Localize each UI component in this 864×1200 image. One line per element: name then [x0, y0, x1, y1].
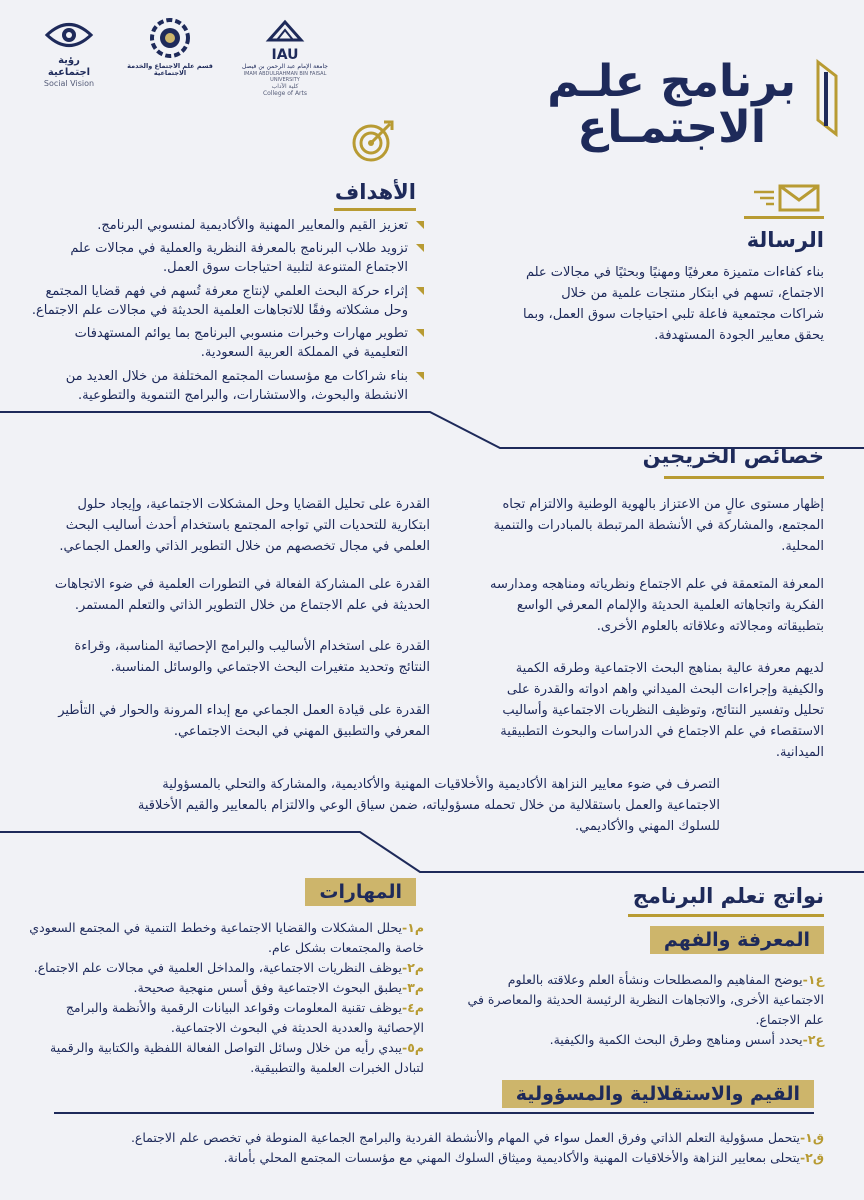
- graduates-heading: خصائص الخريجين: [642, 444, 824, 468]
- bracket-icon: [816, 58, 838, 138]
- iau-name-ar: جامعة الإمام عبد الرحمن بن فيصل: [242, 63, 328, 71]
- page-title-line1: برنامج علـم: [547, 56, 796, 107]
- social-vision-logo: [36, 18, 102, 88]
- graduate-trait-right: إظهار مستوى عالٍ من الاعتزاز بالهوية الوطنية والالتزام تجاه المجتمع، والمشاركة في الأنشطة المرتبطة بالمبادرات والتنمية المحلية.: [493, 497, 824, 555]
- graduate-trait-left: القدرة على قيادة العمل الجماعي مع إبداء المرونة والحوار في التأطير المعرفي والتطبيق المهني في البحث الاجتماعي.: [58, 703, 430, 740]
- knowledge-heading: المعرفة والفهم: [650, 926, 824, 954]
- iau-emblem-icon: [265, 18, 305, 44]
- message-text: بناء كفاءات متميزة معرفيًا ومهنيًا وبحثيًا في مجالات علم الاجتماع، تسهم في ابتكار منتجات علمية من خلال شراكات مجتمعية فاعلة تلبي احتياجات سوق العمل، وبما يحقق معايير الجودة المستهدفة.: [523, 265, 824, 344]
- department-emblem-icon: [148, 16, 192, 60]
- value-item: ق١-يتحمل مسؤولية التعلم الذاتي وفرق العمل سواء في المهام والأنشطة الفردية والبرامج الجماعية المنوطة في تخصص علم الاجتماع.: [130, 1130, 824, 1145]
- department-logo: [122, 16, 218, 78]
- graduate-trait-left: القدرة على استخدام الأساليب والبرامج الإحصائية المناسبة، وقراءة النتائج وتحديد متغيرات البحث الاجتماعي والوسائل المناسبة.: [74, 639, 430, 676]
- skills-heading: المهارات: [305, 878, 416, 906]
- graduate-trait-left: القدرة على المشاركة الفعالة في التطورات العلمية في ضوء الاتجاهات الحديثة في علم الاجتماع من خلال التطوير الذاتي والتعلم المستمر.: [54, 577, 430, 614]
- knowledge-list: [454, 970, 824, 1050]
- graduate-trait-right: المعرفة المتعمقة في علم الاجتماع ونظرياته ومناهجه ومدارسه الفكرية واتجاهاته العلمية الحديثة والإلمام المعرفي الواسع بتطبيقاته ومجالاته وعلاقاته بالعلوم الأخرى.: [489, 577, 824, 635]
- goal-item: بناء شراكات مع مؤسسات المجتمع المختلفة من خلال العديد من الانشطة والبحوث، والاستشارات، والبرامج التنموية والتطوعية.: [28, 367, 426, 405]
- values-heading-line: [54, 1112, 814, 1114]
- vision-name-ar: رؤية اجتماعية: [47, 54, 91, 78]
- message-heading: الرسالة: [746, 228, 824, 252]
- goal-item: تطوير مهارات وخبرات منسوبي البرنامج بما يوائم المستهدفات التعليمية في المملكة العربية السعودية.: [28, 324, 426, 362]
- divider-diagonal-2: [0, 822, 864, 882]
- graduate-trait-bottom: التصرف في ضوء معايير النزاهة الأكاديمية والأخلاقيات المهنية والأكاديمية، والمشاركة والتحلي بالمسؤولية الاجتماعية والعمل باستقلالية من خلال تحمله مسؤولياته، ضمن سياق الوعي والالتزام بالمعايير والقيم الأخلاقية للسلوك المهني والأكاديمي.: [137, 777, 720, 835]
- skill-item: م١-يحلل المشكلات والقضايا الاجتماعية وخطط التنمية في المجتمع السعودي خاصة والمجتمعات بشكل عام.: [29, 920, 424, 955]
- department-name: قسم علم الاجتماع والخدمة الاجتماعية: [127, 61, 213, 78]
- goals-target-icon: [350, 118, 396, 168]
- knowledge-item: ع٢-يحدد أسس ومناهج وطرق البحث الكمية والكيفية.: [549, 1032, 824, 1047]
- envelope-icon: [750, 182, 824, 216]
- vision-name-en: Social Vision: [43, 78, 95, 88]
- goals-heading: الأهداف: [334, 180, 416, 204]
- skill-item: م٢-يوظف النظريات الاجتماعية، والمداخل العلمية في مجالات علم الاجتماع.: [33, 960, 424, 975]
- goal-item: تزويد طلاب البرنامج بالمعرفة النظرية والعملية في مجالات علم الاجتماع المتنوعة لتلبية احتياجات سوق العمل.: [28, 239, 426, 277]
- iau-logo: [240, 18, 330, 97]
- outcomes-heading: نواتج تعلم البرنامج: [632, 884, 824, 908]
- iau-college-en: College of Arts: [262, 89, 308, 97]
- graduate-trait-right: لديهم معرفة عالية بمناهج البحث الاجتماعية وطرقه الكمية والكيفية وإجراءات البحث الميداني واهم ادواته والقدرة على تحليل وتفسير النتائج، وتوظيف النظريات الاجتماعية وأساليب الاستقصاء في علم الاجتماع في الدراسات والبحوث التطبيقية الميدانية.: [500, 661, 824, 761]
- title-bracket: [816, 58, 838, 138]
- value-item: ق٢-يتحلى بمعايير النزاهة والأخلاقيات المهنية والأكاديمية وميثاق السلوك المهني مع مؤسسات المجتمع المحلي بأمانة.: [223, 1150, 824, 1165]
- skill-item: م٥-يبدي رأيه من خلال وسائل التواصل الفعالة اللفظية والكتابية والرقمية لتبادل الخبرات العلمية والتطبيقية.: [50, 1040, 424, 1075]
- goals-list: [28, 216, 426, 409]
- eye-icon: [44, 18, 94, 52]
- iau-abbr: IAU: [271, 46, 299, 63]
- goals-heading-underline: [334, 208, 416, 211]
- skill-item: م٣-يطبق البحوث الاجتماعية وفق أسس منهجية صحيحة.: [133, 980, 424, 995]
- page-title-line2: الاجتمـاع: [577, 102, 766, 153]
- skill-item: م٤-يوظف تقنية المعلومات وقواعد البيانات الرقمية والأنظمة والبرامج الإحصائية والعددية الحديثة في البحوث الاجتماعية.: [65, 1000, 424, 1035]
- iau-name-en: IMAM ABDULRAHMAN BIN FAISAL UNIVERSITY: [243, 70, 327, 83]
- values-list: [34, 1128, 824, 1168]
- graduates-heading-underline: [664, 476, 824, 479]
- goal-item: إثراء حركة البحث العلمي لإنتاج معرفة تُسهم في فهم قضايا المجتمع وحل مشكلاته وفقًا للاتجاهات العلمية الحديثة في مجالات علم الاجتماع.: [28, 282, 426, 320]
- skills-list: [28, 918, 424, 1078]
- goal-item: تعزيز القيم والمعايير المهنية والأكاديمية لمنسوبي البرنامج.: [28, 216, 426, 235]
- iau-college-ar: كلية الآداب: [271, 82, 299, 90]
- outcomes-heading-underline: [628, 914, 824, 917]
- values-heading: القيم والاستقلالية والمسؤولية: [502, 1080, 814, 1108]
- graduate-trait-left: القدرة على تحليل القضايا وحل المشكلات الاجتماعية، وإيجاد حلول ابتكارية للتحديات التي تواجه المجتمع باستخدام أحدث أساليب البحث العلمي في مجال تخصصهم من خلال التطوير الذاتي والعمل الجماعي.: [59, 497, 430, 555]
- knowledge-item: ع١-يوضح المفاهيم والمصطلحات ونشأة العلم وعلاقته بالعلوم الاجتماعية الأخرى، والاتجاهات النظرية الرئيسة الحديثة والمعاصرة في علم الاجتماع.: [467, 972, 824, 1027]
- message-top-line: [744, 216, 824, 219]
